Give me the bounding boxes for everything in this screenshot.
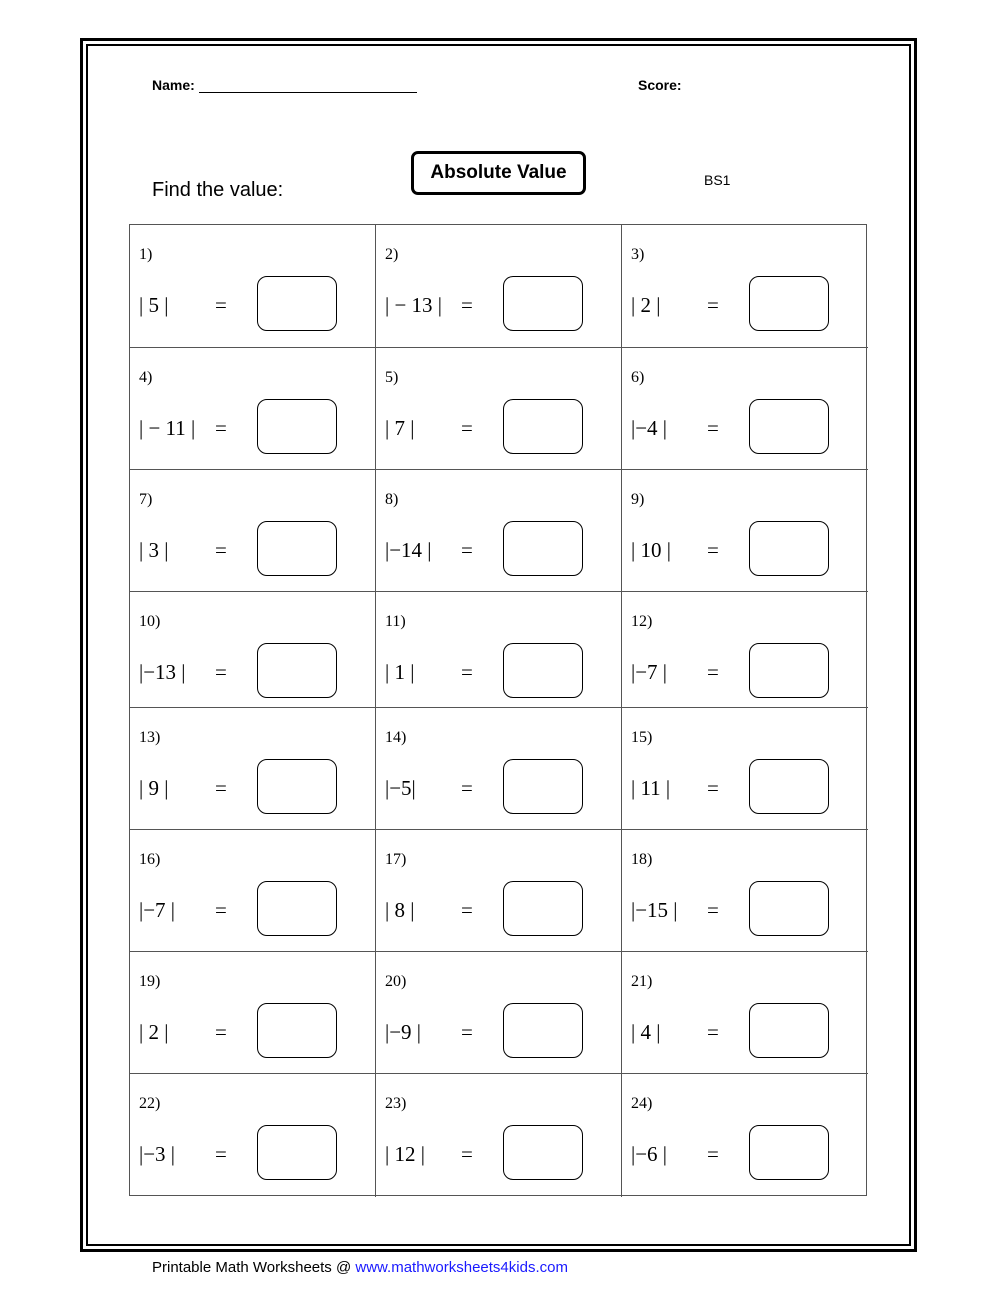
question-expression: | 9 | — [139, 776, 169, 800]
equals-sign: = — [215, 1142, 227, 1166]
question-expression: |−4 | — [631, 416, 668, 440]
equals-sign: = — [461, 416, 473, 440]
question-expression: | 12 | — [385, 1142, 425, 1166]
question-expression: |−5| — [385, 776, 416, 800]
answer-box[interactable] — [503, 276, 583, 331]
name-blank-line — [199, 78, 417, 93]
question-number: 2) — [385, 246, 399, 263]
equals-sign: = — [707, 416, 719, 440]
footer-link[interactable]: www.mathworksheets4kids.com — [355, 1259, 568, 1276]
question-number: 22) — [139, 1095, 161, 1112]
answer-box[interactable] — [749, 1003, 829, 1058]
question-expression: | 5 | — [139, 293, 169, 317]
equals-sign: = — [215, 660, 227, 684]
question-number: 16) — [139, 851, 161, 868]
question-expression: | − 13 | — [385, 293, 443, 317]
answer-box[interactable] — [503, 521, 583, 576]
equals-sign: = — [215, 776, 227, 800]
question-cell — [622, 348, 868, 470]
question-expression: | 2 | — [631, 293, 661, 317]
question-cell — [622, 952, 868, 1074]
question-expression: | 3 | — [139, 538, 169, 562]
name-label: Name: — [152, 77, 195, 93]
question-number: 9) — [631, 491, 645, 508]
question-expression: |−6 | — [631, 1142, 668, 1166]
equals-sign: = — [707, 293, 719, 317]
answer-box[interactable] — [257, 1125, 337, 1180]
answer-box[interactable] — [503, 643, 583, 698]
answer-box[interactable] — [749, 521, 829, 576]
equals-sign: = — [461, 293, 473, 317]
equals-sign: = — [461, 660, 473, 684]
answer-box[interactable] — [257, 881, 337, 936]
question-cell — [622, 708, 868, 830]
question-number: 1) — [139, 246, 153, 263]
equals-sign: = — [461, 776, 473, 800]
question-cell — [376, 470, 622, 592]
equals-sign: = — [707, 1142, 719, 1166]
question-cell — [130, 830, 376, 952]
name-field — [152, 77, 417, 93]
question-cell — [130, 348, 376, 470]
question-number: 10) — [139, 613, 161, 630]
question-cell — [376, 708, 622, 830]
answer-box[interactable] — [503, 1003, 583, 1058]
equals-sign: = — [707, 538, 719, 562]
question-expression: | 10 | — [631, 538, 671, 562]
answer-box[interactable] — [257, 643, 337, 698]
question-expression: |−7 | — [139, 898, 176, 922]
question-cell — [622, 470, 868, 592]
answer-box[interactable] — [257, 521, 337, 576]
question-expression: | 7 | — [385, 416, 415, 440]
question-expression: | 11 | — [631, 776, 671, 800]
answer-box[interactable] — [503, 1125, 583, 1180]
question-number: 4) — [139, 369, 153, 386]
question-expression: | − 11 | — [139, 416, 196, 440]
question-number: 12) — [631, 613, 653, 630]
question-number: 23) — [385, 1095, 407, 1112]
question-cell — [376, 952, 622, 1074]
score-label: Score: — [638, 77, 682, 93]
answer-box[interactable] — [749, 643, 829, 698]
instruction-text: Find the value: — [152, 179, 284, 201]
question-expression: |−15 | — [631, 898, 678, 922]
question-expression: |−3 | — [139, 1142, 176, 1166]
question-cell — [130, 225, 376, 348]
question-grid — [129, 224, 867, 1196]
equals-sign: = — [461, 1142, 473, 1166]
worksheet-title: Absolute Value — [411, 151, 586, 195]
question-number: 13) — [139, 729, 161, 746]
question-cell — [376, 1074, 622, 1197]
question-number: 5) — [385, 369, 399, 386]
question-number: 8) — [385, 491, 399, 508]
equals-sign: = — [215, 293, 227, 317]
equals-sign: = — [461, 538, 473, 562]
question-cell — [376, 225, 622, 348]
answer-box[interactable] — [257, 276, 337, 331]
question-cell — [376, 348, 622, 470]
equals-sign: = — [215, 898, 227, 922]
question-number: 17) — [385, 851, 407, 868]
answer-box[interactable] — [503, 399, 583, 454]
question-expression: | 4 | — [631, 1020, 661, 1044]
answer-box[interactable] — [503, 759, 583, 814]
question-cell — [130, 470, 376, 592]
question-number: 21) — [631, 973, 653, 990]
answer-box[interactable] — [503, 881, 583, 936]
footer-text: Printable Math Worksheets @ — [152, 1259, 356, 1276]
equals-sign: = — [461, 898, 473, 922]
question-cell — [130, 1074, 376, 1197]
answer-box[interactable] — [749, 276, 829, 331]
equals-sign: = — [707, 898, 719, 922]
question-expression: | 2 | — [139, 1020, 169, 1044]
question-number: 19) — [139, 973, 161, 990]
question-expression: |−13 | — [139, 660, 186, 684]
equals-sign: = — [215, 538, 227, 562]
answer-box[interactable] — [749, 881, 829, 936]
question-expression: |−9 | — [385, 1020, 422, 1044]
question-cell — [622, 592, 868, 708]
question-number: 18) — [631, 851, 653, 868]
question-cell — [622, 1074, 868, 1197]
question-number: 14) — [385, 729, 407, 746]
question-number: 11) — [385, 613, 406, 630]
question-cell — [130, 952, 376, 1074]
question-cell — [622, 830, 868, 952]
question-expression: | 8 | — [385, 898, 415, 922]
question-expression: |−14 | — [385, 538, 432, 562]
question-number: 24) — [631, 1095, 653, 1112]
equals-sign: = — [461, 1020, 473, 1044]
question-cell — [376, 592, 622, 708]
equals-sign: = — [707, 776, 719, 800]
question-number: 7) — [139, 491, 153, 508]
footer — [152, 1259, 568, 1276]
question-expression: |−7 | — [631, 660, 668, 684]
score-field — [638, 77, 682, 93]
question-number: 15) — [631, 729, 653, 746]
equals-sign: = — [707, 660, 719, 684]
question-cell — [376, 830, 622, 952]
answer-box[interactable] — [749, 759, 829, 814]
equals-sign: = — [707, 1020, 719, 1044]
answer-box[interactable] — [749, 1125, 829, 1180]
question-cell — [622, 225, 868, 348]
equals-sign: = — [215, 1020, 227, 1044]
question-number: 20) — [385, 973, 407, 990]
answer-box[interactable] — [257, 399, 337, 454]
question-expression: | 1 | — [385, 660, 415, 684]
answer-box[interactable] — [257, 759, 337, 814]
question-number: 3) — [631, 246, 645, 263]
answer-box[interactable] — [257, 1003, 337, 1058]
question-cell — [130, 592, 376, 708]
equals-sign: = — [215, 416, 227, 440]
answer-box[interactable] — [749, 399, 829, 454]
question-number: 6) — [631, 369, 645, 386]
worksheet-code: BS1 — [704, 172, 731, 188]
question-cell — [130, 708, 376, 830]
